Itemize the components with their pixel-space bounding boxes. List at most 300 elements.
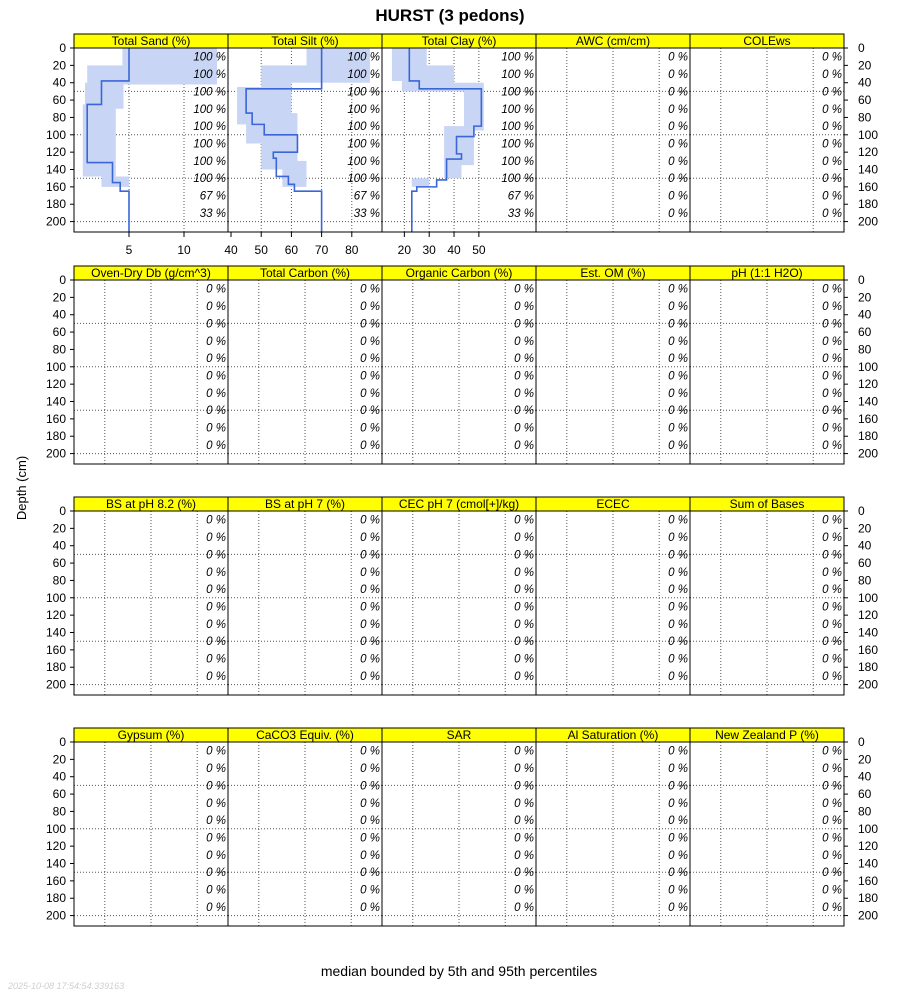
pct-label: 0 % bbox=[668, 780, 688, 793]
pct-label: 0 % bbox=[668, 584, 688, 597]
pct-label: 33 % bbox=[199, 207, 226, 220]
pct-label: 0 % bbox=[822, 439, 842, 452]
pct-label: 0 % bbox=[360, 283, 380, 296]
panel-oven-dry-db-g-cm-3 bbox=[74, 266, 228, 464]
pct-label: 0 % bbox=[360, 370, 380, 383]
pct-label: 0 % bbox=[822, 103, 842, 116]
pct-label: 33 % bbox=[507, 207, 534, 220]
panel-title: BS at pH 7 (%) bbox=[264, 497, 346, 511]
pct-label: 0 % bbox=[206, 422, 226, 435]
panel-row-1 bbox=[46, 34, 878, 257]
pct-label: 0 % bbox=[668, 387, 688, 400]
x-tick-label: 40 bbox=[224, 243, 238, 257]
pct-label: 0 % bbox=[360, 566, 380, 579]
depth-tick-label-right: 40 bbox=[858, 75, 872, 90]
pct-label: 0 % bbox=[514, 532, 534, 545]
depth-tick-label-left: 0 bbox=[59, 41, 66, 55]
pct-label: 0 % bbox=[668, 283, 688, 296]
pct-label: 0 % bbox=[206, 566, 226, 579]
depth-tick-label-left: 0 bbox=[59, 273, 66, 287]
y-axis-label: Depth (cm) bbox=[14, 455, 29, 521]
pct-label: 0 % bbox=[514, 370, 534, 383]
pct-label: 100 % bbox=[501, 51, 534, 64]
pct-label: 0 % bbox=[668, 832, 688, 845]
depth-tick-label-left: 140 bbox=[45, 162, 66, 177]
panel-gypsum bbox=[74, 728, 228, 926]
pct-label: 33 % bbox=[353, 207, 380, 220]
depth-tick-label-left: 0 bbox=[59, 735, 66, 749]
depth-tick-label-right: 20 bbox=[858, 521, 872, 536]
depth-tick-label-left: 160 bbox=[45, 873, 66, 888]
panel-title: New Zealand P (%) bbox=[715, 728, 819, 742]
panel-awc-cm-cm bbox=[536, 34, 690, 232]
pct-label: 0 % bbox=[360, 670, 380, 683]
panel-sum-of-bases bbox=[690, 497, 844, 695]
pct-label: 0 % bbox=[822, 849, 842, 862]
pct-label: 0 % bbox=[668, 849, 688, 862]
pct-label: 0 % bbox=[668, 405, 688, 418]
pct-label: 0 % bbox=[822, 318, 842, 331]
pct-label: 0 % bbox=[514, 405, 534, 418]
pct-label: 0 % bbox=[360, 532, 380, 545]
pct-label: 0 % bbox=[360, 901, 380, 914]
panel-title: Total Sand (%) bbox=[111, 34, 191, 48]
depth-tick-label-right: 180 bbox=[858, 891, 879, 906]
depth-tick-label-left: 200 bbox=[45, 677, 66, 692]
pct-label: 0 % bbox=[668, 532, 688, 545]
pct-label: 0 % bbox=[514, 867, 534, 880]
panel-title: Total Carbon (%) bbox=[259, 266, 351, 280]
panel-organic-carbon bbox=[382, 266, 536, 464]
pct-label: 0 % bbox=[360, 780, 380, 793]
depth-tick-label-right: 20 bbox=[858, 290, 872, 305]
pct-label: 0 % bbox=[668, 121, 688, 134]
depth-tick-label-left: 120 bbox=[45, 608, 66, 623]
panel-title: BS at pH 8.2 (%) bbox=[105, 497, 197, 511]
panel-colews bbox=[690, 34, 844, 232]
pct-label: 0 % bbox=[360, 745, 380, 758]
depth-tick-label-right: 200 bbox=[858, 908, 879, 923]
pct-label: 0 % bbox=[822, 283, 842, 296]
pct-label: 0 % bbox=[206, 584, 226, 597]
pct-label: 0 % bbox=[360, 549, 380, 562]
depth-tick-label-left: 160 bbox=[45, 411, 66, 426]
depth-tick-label-left: 80 bbox=[52, 110, 66, 125]
depth-tick-label-left: 80 bbox=[52, 804, 66, 819]
panel-title: COLEws bbox=[743, 34, 791, 48]
depth-tick-label-left: 60 bbox=[52, 556, 66, 571]
pct-label: 0 % bbox=[360, 318, 380, 331]
pct-label: 100 % bbox=[193, 86, 226, 99]
pct-label: 0 % bbox=[822, 138, 842, 151]
pct-label: 0 % bbox=[514, 422, 534, 435]
pct-label: 0 % bbox=[360, 439, 380, 452]
pct-label: 0 % bbox=[206, 884, 226, 897]
depth-tick-label-left: 160 bbox=[45, 179, 66, 194]
pct-label: 100 % bbox=[347, 51, 380, 64]
pct-label: 0 % bbox=[514, 549, 534, 562]
depth-tick-label-left: 180 bbox=[45, 891, 66, 906]
panel-title: AWC (cm/cm) bbox=[575, 34, 651, 48]
panel-caco3-equiv bbox=[228, 728, 382, 926]
pct-label: 100 % bbox=[193, 103, 226, 116]
depth-tick-label-right: 200 bbox=[858, 214, 879, 229]
panel-title: Sum of Bases bbox=[729, 497, 805, 511]
pct-label: 0 % bbox=[668, 745, 688, 758]
depth-tick-label-right: 120 bbox=[858, 839, 879, 854]
pct-label: 0 % bbox=[360, 797, 380, 810]
pct-label: 0 % bbox=[206, 601, 226, 614]
depth-tick-label-left: 120 bbox=[45, 839, 66, 854]
pct-label: 0 % bbox=[514, 745, 534, 758]
pct-label: 100 % bbox=[347, 173, 380, 186]
panel-row-3 bbox=[46, 497, 878, 695]
pct-label: 0 % bbox=[360, 832, 380, 845]
depth-tick-label-right: 160 bbox=[858, 642, 879, 657]
pct-label: 0 % bbox=[822, 514, 842, 527]
pct-label: 0 % bbox=[822, 370, 842, 383]
pct-label: 0 % bbox=[514, 849, 534, 862]
depth-tick-label-left: 20 bbox=[52, 58, 66, 73]
pct-label: 0 % bbox=[822, 301, 842, 314]
pct-label: 0 % bbox=[668, 566, 688, 579]
depth-tick-label-right: 100 bbox=[858, 590, 879, 605]
chart-footer: median bounded by 5th and 95th percentiles bbox=[320, 963, 598, 979]
pct-label: 0 % bbox=[360, 422, 380, 435]
pct-label: 0 % bbox=[514, 335, 534, 348]
pct-label: 100 % bbox=[193, 155, 226, 168]
pct-label: 0 % bbox=[360, 653, 380, 666]
x-tick-label: 70 bbox=[314, 243, 329, 257]
pct-label: 0 % bbox=[206, 618, 226, 631]
depth-tick-label-left: 200 bbox=[45, 446, 66, 461]
depth-tick-label-left: 60 bbox=[52, 93, 66, 108]
depth-tick-label-right: 80 bbox=[858, 110, 872, 125]
percentile-band bbox=[392, 48, 484, 232]
pct-label: 0 % bbox=[514, 797, 534, 810]
depth-tick-label-right: 100 bbox=[858, 127, 879, 142]
depth-tick-label-left: 120 bbox=[45, 145, 66, 160]
pct-label: 100 % bbox=[193, 138, 226, 151]
pct-label: 100 % bbox=[501, 138, 534, 151]
pct-label: 0 % bbox=[206, 901, 226, 914]
panel-title: pH (1:1 H2O) bbox=[731, 266, 803, 280]
panel-grid bbox=[46, 34, 878, 926]
pct-label: 0 % bbox=[822, 86, 842, 99]
pct-label: 0 % bbox=[822, 566, 842, 579]
pct-label: 0 % bbox=[206, 301, 226, 314]
pct-label: 0 % bbox=[514, 670, 534, 683]
pct-label: 0 % bbox=[668, 103, 688, 116]
pct-label: 0 % bbox=[668, 653, 688, 666]
pct-label: 0 % bbox=[822, 549, 842, 562]
pct-label: 0 % bbox=[668, 207, 688, 220]
pct-label: 0 % bbox=[822, 532, 842, 545]
depth-tick-label-left: 120 bbox=[45, 377, 66, 392]
pct-label: 0 % bbox=[822, 584, 842, 597]
pct-label: 0 % bbox=[668, 901, 688, 914]
pct-label: 0 % bbox=[360, 405, 380, 418]
depth-tick-label-left: 180 bbox=[45, 197, 66, 212]
panel-sar bbox=[382, 728, 536, 926]
depth-tick-label-left: 100 bbox=[45, 821, 66, 836]
pct-label: 0 % bbox=[668, 763, 688, 776]
pct-label: 100 % bbox=[501, 86, 534, 99]
pct-label: 0 % bbox=[668, 69, 688, 82]
pct-label: 0 % bbox=[206, 636, 226, 649]
panel-total-silt bbox=[224, 34, 382, 257]
depth-tick-label-left: 180 bbox=[45, 660, 66, 675]
pct-label: 100 % bbox=[347, 86, 380, 99]
x-tick-label: 80 bbox=[345, 243, 359, 257]
pct-label: 100 % bbox=[347, 121, 380, 134]
pct-label: 0 % bbox=[822, 601, 842, 614]
pct-label: 0 % bbox=[514, 566, 534, 579]
panel-title: Total Silt (%) bbox=[271, 34, 339, 48]
chart-title: HURST (3 pedons) bbox=[375, 6, 525, 25]
panel-al-saturation bbox=[536, 728, 690, 926]
pct-label: 0 % bbox=[822, 670, 842, 683]
depth-tick-label-right: 140 bbox=[858, 625, 879, 640]
depth-tick-label-left: 140 bbox=[45, 625, 66, 640]
pct-label: 0 % bbox=[360, 636, 380, 649]
pct-label: 0 % bbox=[206, 549, 226, 562]
pct-label: 0 % bbox=[360, 387, 380, 400]
pct-label: 100 % bbox=[501, 121, 534, 134]
panel-title: Al Saturation (%) bbox=[567, 728, 659, 742]
pct-label: 100 % bbox=[347, 69, 380, 82]
depth-tick-label-right: 80 bbox=[858, 804, 872, 819]
pct-label: 0 % bbox=[514, 318, 534, 331]
pct-label: 0 % bbox=[206, 405, 226, 418]
pct-label: 0 % bbox=[206, 514, 226, 527]
pct-label: 0 % bbox=[668, 601, 688, 614]
pct-label: 0 % bbox=[822, 901, 842, 914]
pct-label: 0 % bbox=[822, 69, 842, 82]
depth-tick-label-right: 160 bbox=[858, 873, 879, 888]
panel-bs-at-ph-8-2 bbox=[74, 497, 228, 695]
pct-label: 0 % bbox=[514, 584, 534, 597]
pct-label: 0 % bbox=[206, 867, 226, 880]
pct-label: 0 % bbox=[514, 815, 534, 828]
pct-label: 0 % bbox=[360, 815, 380, 828]
pct-label: 0 % bbox=[668, 815, 688, 828]
depth-tick-label-right: 60 bbox=[858, 787, 872, 802]
pct-label: 0 % bbox=[668, 618, 688, 631]
pct-label: 0 % bbox=[514, 283, 534, 296]
pct-label: 0 % bbox=[206, 387, 226, 400]
pct-label: 0 % bbox=[360, 618, 380, 631]
depth-tick-label-right: 0 bbox=[858, 41, 865, 55]
pct-label: 67 % bbox=[199, 190, 226, 203]
depth-tick-label-right: 140 bbox=[858, 856, 879, 871]
pct-label: 0 % bbox=[206, 653, 226, 666]
depth-tick-label-right: 0 bbox=[858, 273, 865, 287]
depth-tick-label-right: 160 bbox=[858, 411, 879, 426]
pct-label: 0 % bbox=[514, 780, 534, 793]
panel-title: CaCO3 Equiv. (%) bbox=[256, 728, 354, 742]
depth-tick-label-right: 120 bbox=[858, 608, 879, 623]
pct-label: 0 % bbox=[668, 301, 688, 314]
pct-label: 0 % bbox=[514, 884, 534, 897]
depth-tick-label-left: 40 bbox=[52, 307, 66, 322]
depth-tick-label-right: 180 bbox=[858, 429, 879, 444]
panel-total-clay bbox=[382, 34, 536, 257]
depth-tick-label-right: 40 bbox=[858, 769, 872, 784]
panel-title: Est. OM (%) bbox=[580, 266, 646, 280]
pct-label: 0 % bbox=[668, 51, 688, 64]
pct-label: 0 % bbox=[822, 121, 842, 134]
pct-label: 0 % bbox=[360, 884, 380, 897]
pct-label: 0 % bbox=[668, 353, 688, 366]
panel-ph-1-1-h2o bbox=[690, 266, 844, 464]
depth-tick-label-left: 140 bbox=[45, 394, 66, 409]
pct-label: 0 % bbox=[822, 405, 842, 418]
depth-tick-label-right: 120 bbox=[858, 377, 879, 392]
pct-label: 0 % bbox=[822, 867, 842, 880]
panel-title: Gypsum (%) bbox=[117, 728, 185, 742]
pct-label: 0 % bbox=[514, 763, 534, 776]
pct-label: 100 % bbox=[501, 173, 534, 186]
pct-label: 0 % bbox=[822, 884, 842, 897]
pct-label: 0 % bbox=[360, 335, 380, 348]
depth-tick-label-right: 100 bbox=[858, 359, 879, 374]
pct-label: 0 % bbox=[668, 549, 688, 562]
depth-tick-label-left: 0 bbox=[59, 504, 66, 518]
depth-tick-label-right: 100 bbox=[858, 821, 879, 836]
pct-label: 0 % bbox=[206, 763, 226, 776]
pct-label: 0 % bbox=[206, 283, 226, 296]
depth-tick-label-left: 140 bbox=[45, 856, 66, 871]
pct-label: 100 % bbox=[347, 155, 380, 168]
depth-tick-label-right: 140 bbox=[858, 394, 879, 409]
pct-label: 0 % bbox=[206, 832, 226, 845]
pct-label: 0 % bbox=[360, 849, 380, 862]
panel-title: Organic Carbon (%) bbox=[405, 266, 513, 280]
depth-tick-label-right: 180 bbox=[858, 197, 879, 212]
depth-tick-label-right: 180 bbox=[858, 660, 879, 675]
pct-label: 0 % bbox=[822, 155, 842, 168]
panel-row-2 bbox=[46, 266, 878, 464]
pct-label: 0 % bbox=[514, 514, 534, 527]
pct-label: 100 % bbox=[193, 121, 226, 134]
pct-label: 0 % bbox=[206, 353, 226, 366]
pct-label: 0 % bbox=[822, 335, 842, 348]
pct-label: 0 % bbox=[360, 601, 380, 614]
x-tick-label: 60 bbox=[284, 243, 299, 257]
panel-title: ECEC bbox=[596, 497, 630, 511]
depth-tick-label-left: 160 bbox=[45, 642, 66, 657]
pct-label: 0 % bbox=[822, 780, 842, 793]
pct-label: 0 % bbox=[668, 318, 688, 331]
pct-label: 0 % bbox=[822, 207, 842, 220]
x-tick-label: 50 bbox=[472, 243, 486, 257]
pct-label: 0 % bbox=[514, 301, 534, 314]
pct-label: 0 % bbox=[360, 867, 380, 880]
panel-new-zealand-p bbox=[690, 728, 844, 926]
depth-tick-label-left: 20 bbox=[52, 752, 66, 767]
x-tick-label: 5 bbox=[125, 243, 133, 257]
depth-tick-label-right: 40 bbox=[858, 307, 872, 322]
depth-tick-label-left: 40 bbox=[52, 769, 66, 784]
pct-label: 0 % bbox=[514, 832, 534, 845]
depth-tick-label-left: 60 bbox=[52, 325, 66, 340]
pct-label: 0 % bbox=[514, 353, 534, 366]
panel-title: CEC pH 7 (cmol[+]/kg) bbox=[398, 497, 520, 511]
depth-tick-label-right: 140 bbox=[858, 162, 879, 177]
pct-label: 0 % bbox=[668, 370, 688, 383]
pct-label: 0 % bbox=[206, 670, 226, 683]
pct-label: 0 % bbox=[360, 763, 380, 776]
pct-label: 100 % bbox=[193, 51, 226, 64]
pct-label: 0 % bbox=[822, 51, 842, 64]
pct-label: 0 % bbox=[514, 601, 534, 614]
depth-tick-label-right: 20 bbox=[858, 752, 872, 767]
depth-tick-label-left: 100 bbox=[45, 359, 66, 374]
pct-label: 0 % bbox=[668, 422, 688, 435]
depth-tick-label-right: 0 bbox=[858, 735, 865, 749]
pct-label: 0 % bbox=[668, 867, 688, 880]
depth-tick-label-right: 40 bbox=[858, 538, 872, 553]
pct-label: 100 % bbox=[193, 173, 226, 186]
pct-label: 0 % bbox=[822, 422, 842, 435]
depth-tick-label-right: 160 bbox=[858, 179, 879, 194]
pct-label: 0 % bbox=[668, 439, 688, 452]
pct-label: 100 % bbox=[347, 103, 380, 116]
panel-total-sand bbox=[74, 34, 228, 257]
pct-label: 0 % bbox=[206, 797, 226, 810]
depth-tick-label-left: 20 bbox=[52, 521, 66, 536]
depth-tick-label-left: 80 bbox=[52, 342, 66, 357]
pct-label: 0 % bbox=[822, 190, 842, 203]
pct-label: 0 % bbox=[206, 780, 226, 793]
pct-label: 100 % bbox=[501, 69, 534, 82]
pct-label: 0 % bbox=[668, 884, 688, 897]
timestamp: 2025-10-08 17:54:54.339163 bbox=[8, 981, 125, 991]
pct-label: 0 % bbox=[206, 745, 226, 758]
pct-label: 0 % bbox=[206, 439, 226, 452]
pct-label: 0 % bbox=[206, 335, 226, 348]
depth-tick-label-right: 120 bbox=[858, 145, 879, 160]
pct-label: 0 % bbox=[822, 387, 842, 400]
pct-label: 0 % bbox=[822, 763, 842, 776]
x-tick-label: 30 bbox=[422, 243, 436, 257]
pct-label: 100 % bbox=[347, 138, 380, 151]
pct-label: 0 % bbox=[514, 618, 534, 631]
pct-label: 0 % bbox=[822, 353, 842, 366]
pct-label: 0 % bbox=[514, 387, 534, 400]
depth-tick-label-left: 200 bbox=[45, 908, 66, 923]
panel-est-om bbox=[536, 266, 690, 464]
panel-total-carbon bbox=[228, 266, 382, 464]
pct-label: 0 % bbox=[668, 335, 688, 348]
depth-tick-label-left: 40 bbox=[52, 75, 66, 90]
pct-label: 67 % bbox=[507, 190, 534, 203]
pct-label: 0 % bbox=[668, 173, 688, 186]
pct-label: 0 % bbox=[514, 653, 534, 666]
pct-label: 0 % bbox=[360, 353, 380, 366]
pct-label: 0 % bbox=[668, 138, 688, 151]
depth-tick-label-left: 180 bbox=[45, 429, 66, 444]
depth-tick-label-left: 20 bbox=[52, 290, 66, 305]
pct-label: 0 % bbox=[822, 815, 842, 828]
depth-tick-label-right: 0 bbox=[858, 504, 865, 518]
pct-label: 0 % bbox=[668, 797, 688, 810]
pct-label: 100 % bbox=[501, 155, 534, 168]
panel-title: SAR bbox=[446, 728, 472, 742]
depth-tick-label-right: 60 bbox=[858, 325, 872, 340]
depth-tick-label-left: 100 bbox=[45, 590, 66, 605]
